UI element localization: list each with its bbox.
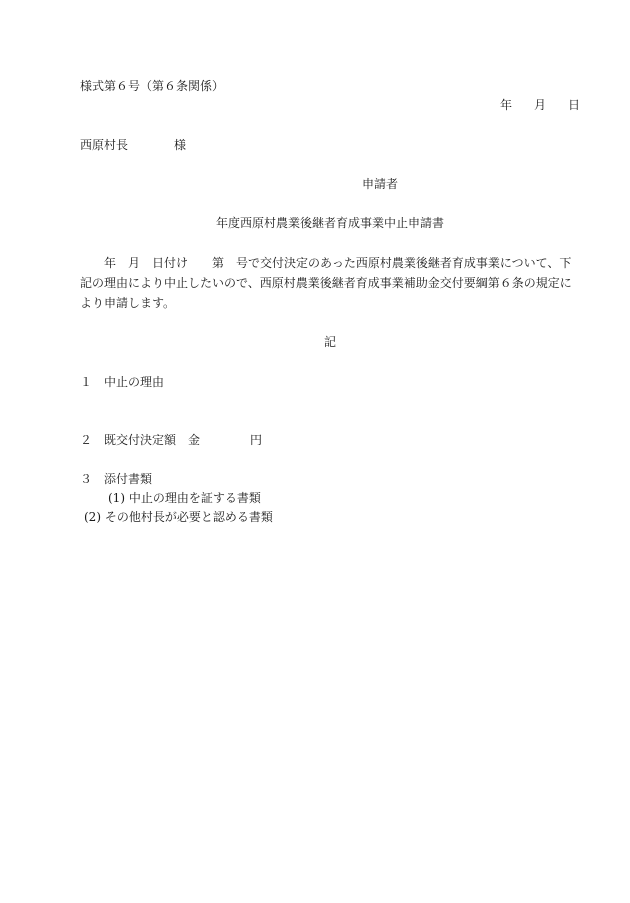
body-paragraph: [80, 253, 580, 313]
applicant-label: 申請者: [362, 177, 399, 191]
body-line: より申請します。: [80, 296, 176, 310]
item-label: 中止の理由: [104, 375, 165, 389]
attachment-item: (1) 中止の理由を証する書類: [108, 491, 261, 505]
date-line: [500, 97, 580, 113]
attachment-item: (2) その他村長が必要と認める書類: [84, 510, 273, 524]
date-month: 月: [533, 98, 546, 112]
item-attachments: [80, 471, 152, 487]
item-label: 既交付決定額: [104, 433, 177, 447]
body-line: 年 月 日付け 第 号で交付決定のあった西原村農業後継者育成事業について、下: [104, 256, 572, 270]
document-title: 年度西原村農業後継者育成事業中止申請書: [215, 216, 444, 230]
item-label: 添付書類: [104, 472, 153, 486]
item-granted-amount: [80, 432, 262, 448]
form-number: 様式第６号（第６条関係）: [80, 79, 225, 93]
ki-heading: 記: [323, 335, 336, 349]
item-number: ２: [80, 433, 93, 447]
date-year: 年: [499, 98, 512, 112]
addressee: [80, 137, 186, 153]
item-number: ３: [80, 472, 93, 486]
addressee-name: 西原村長: [80, 138, 129, 152]
body-line: 記の理由により中止したいので、西原村農業後継者育成事業補助金交付要綱第６条の規定に: [80, 276, 572, 290]
addressee-honorific: 様: [174, 138, 187, 152]
item-number: １: [80, 375, 93, 389]
date-day: 日: [567, 98, 580, 112]
item-reason: [80, 374, 164, 390]
yen-unit: 円: [250, 433, 263, 447]
currency-label: 金: [188, 433, 201, 447]
